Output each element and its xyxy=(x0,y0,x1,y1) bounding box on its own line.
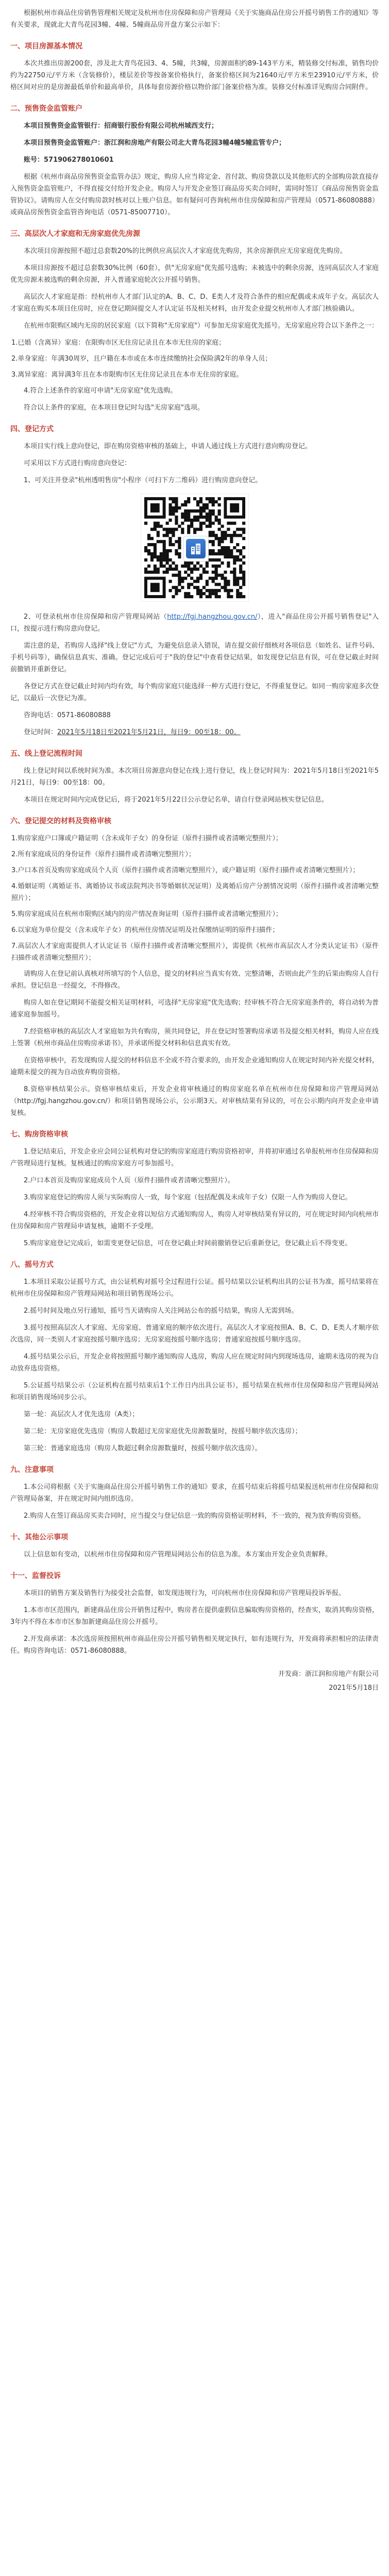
miniprogram-logo xyxy=(183,536,208,561)
registration-time xyxy=(10,726,379,738)
section-8-p2: 2.摇号时间及地点另行通知，摇号当天请购房人关注网站公布的摇号结果，购房人无需到场。 xyxy=(24,1307,298,1315)
section-4-p3: 需注意的是，若购房人选择"线上登记"方式，为避免信息录入错误，请在提交前仔细核对各项信息（如姓名、证件号码、手机号码等），确保信息真实、准确。登记完成后可于"我的登记"中查看登记结果，如发现登记信息有误，可在登记截止时间前撤销并重新登记。 xyxy=(10,642,379,673)
list-item: 1.购房家庭户口簿或户籍证明（含未成年子女）的身份证（原件扫描件或者清晰完整照片）； xyxy=(11,835,282,842)
registration-time-label: 登记时间： xyxy=(24,728,58,736)
section-4-p4: 各登记方式在登记截止时间内均有效，每个购房家庭只能选择一种方式进行登记，不得重复登记。如同一购房家庭多次登记，以最后一次登记为准。 xyxy=(10,683,379,702)
housing-bureau-link[interactable]: http://fgj.hangzhou.gov.cn/ xyxy=(167,613,258,621)
list-item: 7.高层次人才家庭需提供人才认定证书（原件扫描件或者清晰完整照片），需提供《杭州市高层次人才分类认定证书》（原件扫描件或者清晰完整照片）； xyxy=(11,942,379,962)
qr-code[interactable] xyxy=(141,494,249,602)
supervision-bank: 本项目预售资金监管银行：招商银行股份有限公司杭州城西支行； xyxy=(24,122,218,130)
building-icon xyxy=(186,539,206,558)
section-7-p4: 4.经审核不符合购房资格的，开发企业将以短信方式通知购房人，购房人对审核结果有异议的，可在规定时间内向杭州市住房保障和房产管理局申请复核，逾期不予受理。 xyxy=(10,1211,379,1230)
section-3-p5: 4.符合上述条件的家庭可申请"无房家庭"优先选购。 xyxy=(24,387,177,395)
round-1: 第一轮：高层次人才优先选房（A类）； xyxy=(24,1411,139,1418)
registration-time-value: 2021年5月18日至2021年5月21日，每日9：00至18：00。 xyxy=(57,728,241,736)
section-6-heading: 六、登记提交的材料及资格审核 xyxy=(10,817,111,825)
list-item: 6.以家庭为单位提交（含未成年子女）的杭州住房情况证明及社保缴纳证明的原件扫描件； xyxy=(11,926,279,934)
section-3-heading: 三、高层次人才家庭和无房家庭优先房源 xyxy=(10,230,140,238)
section-8-p1: 1.本项目采取公证摇号方式，由公证机构对摇号全过程进行公证。摇号结果以公证机构出具的公证书为准，摇号结果将在杭州市住房保障和房产管理局网站和项目销售现场公示。 xyxy=(10,1278,379,1298)
section-3-p6: 符合以上条件的家庭，在本项目登记时勾选"无房家庭"选项。 xyxy=(24,404,204,412)
section-6-p2: 购房人如在登记期间不能提交相关证明材料，可选择"无房家庭"优先选购；经审核不符合无房家庭条件的，将自动转为普通家庭参加摇号。 xyxy=(10,999,379,1019)
round-3: 第三轮：普通家庭选房（购房人数超过剩余房源数量时，按摇号顺序依次选房）。 xyxy=(24,1445,262,1452)
website-method-suffix: ），进入"商品住房公开摇号销售登记"入口，按提示进行购房意向登记。 xyxy=(10,613,379,633)
list-item: 3.户口本首页及购房家庭成员个人页（原件扫描件或者清晰完整照片），或户籍证明（原件扫描件或者清晰完整照片）； xyxy=(11,867,360,874)
section-5-p2: 本项目在规定时间内完成登记后，将于2021年5月22日公示登记名单，请自行登录网站核实登记信息。 xyxy=(24,796,328,804)
section-1-heading: 一、项目房源基本情况 xyxy=(10,42,82,50)
section-6-p1: 请购房人在登记前认真核对所填写的个人信息，提交的材料应当真实有效、完整清晰，否则由此产生的后果由购房人自行承担。登记信息一经提交，不得修改。 xyxy=(10,970,379,990)
section-10-heading: 十、其他公示事项 xyxy=(10,1533,68,1541)
supervision-account-number: 账号：571906278010601 xyxy=(24,156,114,164)
section-8-p3: 3.摇号按照高层次人才家庭、无房家庭、普通家庭的顺序依次进行。高层次人才家庭按照A、B、C、D、E类人才顺序依次选房，同一类别人才家庭按摇号顺序选房；无房家庭按摇号顺序选房；普通家庭按摇号顺序选房。 xyxy=(10,1324,379,1344)
section-5-heading: 五、线上登记流程时间 xyxy=(10,750,82,758)
section-9-p2: 2.购房人在签订商品房买卖合同时，应当提交与登记信息一致的购房资格证明材料，不一致的，视为放弃购房资格。 xyxy=(24,1512,365,1520)
section-3-p2: 本项目房源按不超过总套数30%比例（60套），供"无房家庭"优先摇号选购；未被选中的剩余房源，连同高层次人才家庭优先房源未被选购的剩余房源，并入普通家庭轮次公开摇号销售。 xyxy=(10,264,379,284)
section-6-p3: 7.经资格审核的高层次人才家庭如为共有购房，须共同登记，并在登记时签署购房承诺书及提交相关材料，购房人应在线上签署《杭州市商品住房购房承诺书》，并承诺所提交材料和信息真实有效。 xyxy=(10,1028,379,1047)
section-11-p1: 本项目的销售方案及销售行为接受社会监督，如发现违规行为，可向杭州市住房保障和房产管理局投诉举报。 xyxy=(24,1589,346,1597)
website-method-prefix: 2、可登录杭州市住房保障和房产管理局网站（ xyxy=(24,613,167,621)
list-item: 1.已婚（含离异）家庭：在限购市区无住房记录且在本市无住房的家庭； xyxy=(11,339,226,347)
section-7-heading: 七、购房资格审核 xyxy=(10,1130,68,1139)
section-3-p4: 在杭州市限购区域内无房的居民家庭（以下简称"无房家庭"）可参加无房家庭优先摇号。无房家庭应符合以下条件之一： xyxy=(24,322,378,330)
publish-date: 2021年5月18日 xyxy=(329,1684,379,1692)
section-8-heading: 八、摇号方式 xyxy=(10,1261,54,1269)
developer-name: 开发商：浙江润和房地产有限公司 xyxy=(278,1670,379,1678)
section-4-p1: 本项目实行线上意向登记，即在购房资格审核的基础上，申请人通过线上方式进行意向购房登记。 xyxy=(24,443,312,450)
section-4-heading: 四、登记方式 xyxy=(10,425,54,433)
section-6-p4: 在资格审核中，若发现购房人提交的材料信息不全或不符合要求的，由开发企业通知购房人在规定时间内补充提交材料，逾期未提交的视为自动放弃购房资格。 xyxy=(10,1057,379,1076)
section-3-p1: 本次项目房源按照不超过总套数20%的比例供应高层次人才家庭优先购房，其余房源供应无房家庭优先购房。 xyxy=(24,247,347,255)
section-8-p5: 5.公证摇号结果公示（公证机构在摇号结束后1个工作日内出具公证书），摇号结果在杭州市住房保障和房产管理局网站和项目销售现场同步公示。 xyxy=(10,1382,379,1401)
section-2-heading: 二、预售资金监管账户 xyxy=(10,105,82,113)
list-item: 2.所有家庭成员的身份证件（原件扫描件或者清晰完整照片）； xyxy=(11,851,195,858)
section-7-p5: 5.购房家庭登记完成后，如需变更登记信息，可在登记截止时间前撤销登记后重新登记，登记截止后不得变更。 xyxy=(24,1240,352,1247)
login-method-website xyxy=(10,611,379,635)
list-item: 2.单身家庭：年满30周岁，且户籍在本市或在本市连续缴纳社会保险满2年的单身人员； xyxy=(11,355,272,363)
section-2-body: 根据《杭州市商品房预售资金监管办法》规定，购房人应当将定金、首付款、购房贷款以及其他形式的全部购房款直接存入预售资金监管账户，不得直接交付给开发企业。购房人与开发企业签订商品房买卖合同时，需同时签订《商品房预售资金监管协议》。请购房人在交付购房款时核对以上账户信息。如有疑问可咨询杭州市住房保障和房产管理局（0571-86080888）或商品房预售资金监管咨询电话（0571-85007710）。 xyxy=(10,173,379,216)
intro-paragraph: 根据杭州市商品住房销售管理相关规定及杭州市住房保障和房产管理局《关于实施商品住房公开摇号销售工作的通知》等有关要求，现就北大青鸟花园3幢、4幢、5幢商品房开盘方案公示如下： xyxy=(10,9,379,29)
section-11-heading: 十一、监督投诉 xyxy=(10,1572,61,1580)
section-11-p3: 2.开发商承诺：本次选房须按照杭州市商品住房公开摇号销售相关规定执行，如有违规行为，开发商将承担相应的法律责任。购房咨询电话：0571-86080888。 xyxy=(10,1635,379,1655)
section-7-p1: 1.登记结束后，开发企业应会同公证机构对登记的购房家庭进行购房资格初审，并将初审通过名单报杭州市住房保障和房产管理局进行复核。复核通过的购房家庭方可参加摇号。 xyxy=(10,1148,379,1167)
signature-block xyxy=(10,1668,379,1694)
section-4-p2: 可采用以下方式进行购房意向登记： xyxy=(24,460,131,467)
section-9-p1: 1.本公司将根据《关于实施商品住房公开摇号销售工作的通知》要求，在摇号结束后将摇号结果报送杭州市住房保障和房产管理局备案，并在规定时间内组织选房。 xyxy=(10,1483,379,1503)
section-8-p4: 4.摇号结果公示后，开发企业将按照摇号顺序通知购房人选房，购房人应在规定时间内到现场选房，逾期未选房的视为自动放弃选房资格。 xyxy=(10,1353,379,1372)
section-9-heading: 九、注意事项 xyxy=(10,1466,54,1474)
section-7-p2: 2.户口本首页及购房家庭成员个人页（原件扫描件或者清晰完整照片）。 xyxy=(24,1177,234,1184)
section-6-p5: 8.资格审核结果公示。资格审核结束后，开发企业将审核通过的购房家庭名单在杭州市住房保障和房产管理局网站（http://fgj.hangzhou.gov.cn/）和项目销售现场公示，公示期3天。对审核结果有异议的，可在公示期内向开发企业申请复核。 xyxy=(10,1086,379,1117)
section-7-p3: 3.购房家庭登记的购房人须与实际购房人一致，每个家庭（包括配偶及未成年子女）仅限一人作为购房人登记。 xyxy=(24,1194,352,1201)
section-10-p1: 以上信息如有变动，以杭州市住房保障和房产管理局网站公布的信息为准。本方案由开发企业负责解释。 xyxy=(24,1551,332,1558)
list-item: 3.离异家庭：离异满3年且在本市限购市区无住房记录且在本市无住房的家庭。 xyxy=(11,371,243,379)
section-5-p1: 线上登记时间以系统时间为准。本次项目房源意向登记在线上进行登记，线上登记时间为：2021年5月18日至2021年5月21日，每日9：00至18：00。 xyxy=(10,767,379,787)
supervision-account-name: 本项目预售资金监管账户：浙江润和房地产有限公司北大青鸟花园3幢4幢5幢监管专户； xyxy=(24,139,286,147)
section-1-body: 本次共推出房源200套，涉及北大青鸟花园3、4、5幢，共3幢，房源面积约89-143平方米，精装修交付标准，销售均价约为22750元/平方米（含装修价），楼层差价等按备案价格执行，备案价格区间为21640元/平方米至23910元/平方米，价格区间对应的是房源最低单价和最高单价，具体每套房源价格以物价部门备案价格为准。装修交付标准详见购房合同附件。 xyxy=(10,60,379,91)
login-method-miniprogram: 1、可关注并登录"杭州透明售房"小程序（可扫下方二维码）进行购房意向登记。 xyxy=(24,477,262,484)
qr-code-container xyxy=(10,494,379,602)
section-3-p3: 高层次人才家庭是指：经杭州市人才部门认定的A、B、C、D、E类人才及符合条件的相应配偶或未成年子女。高层次人才家庭在购买本项目住房时，应在登记期间提交人才认定证书及相关材料，由开发企业提交杭州市人才部门核验确认。 xyxy=(10,293,379,313)
list-item: 4.婚姻证明（离婚证书、离婚协议书或法院判决书等婚姻状况证明）及离婚后房产分割情况说明（原件扫描件或者清晰完整照片）； xyxy=(11,883,379,902)
section-11-p2: 1.本市市区范围内，新建商品住房公开销售过程中，购房者在提供虚假信息骗取购房资格的，经查实，取消其购房资格，3年内不得在本市市区参加新建商品住房公开摇号。 xyxy=(10,1606,379,1626)
list-item: 5.购房家庭成员在杭州市限购区域内的房产情况查询证明（原件扫描件或者清晰完整照片）； xyxy=(11,910,282,918)
consult-phone: 咨询电话：0571-86080888 xyxy=(24,711,111,719)
round-2: 第二轮：无房家庭优先选房（购房人数超过无房家庭优先房源数量时，按摇号顺序依次选房）； xyxy=(24,1428,302,1435)
